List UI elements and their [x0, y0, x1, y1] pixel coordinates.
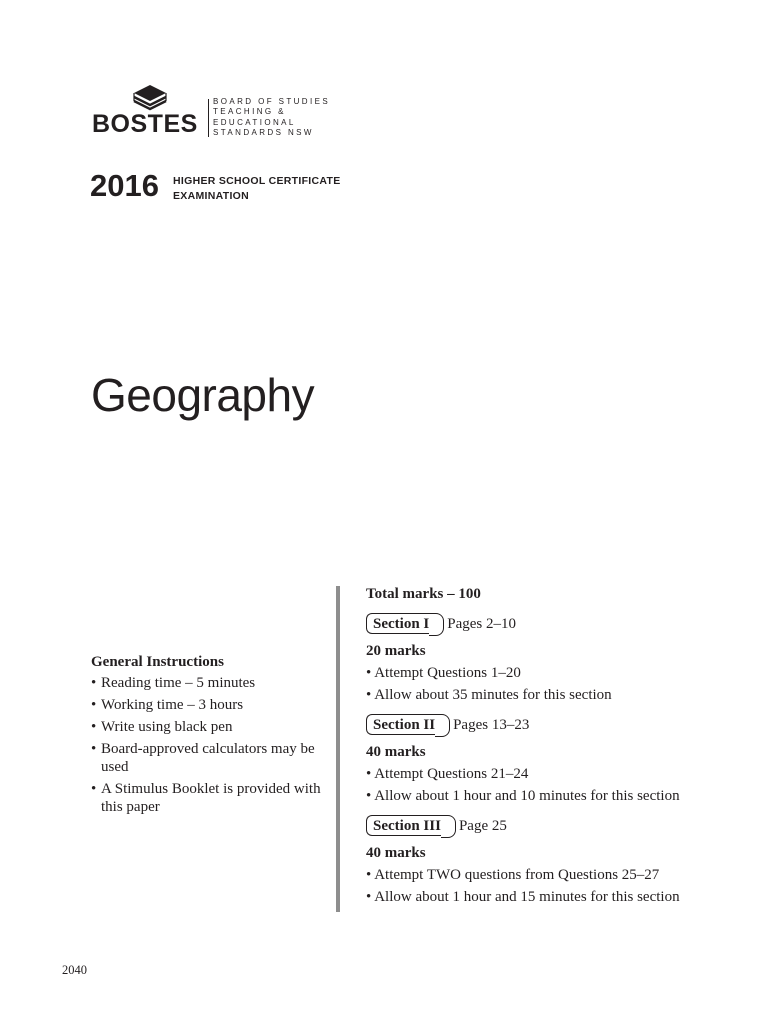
section-bullets [366, 763, 726, 807]
section-label: Section II [373, 717, 436, 733]
section-bullet: • Allow about 1 hour and 15 minutes for this section [366, 889, 680, 905]
section-bullet: • Attempt Questions 1–20 [366, 665, 521, 681]
section-marks: 40 marks [366, 744, 426, 760]
logo-wordmark: BOSTES [92, 110, 198, 138]
section-bullet: • Allow about 35 minutes for this section [366, 687, 612, 703]
subject-title: Geography [91, 369, 315, 421]
page-code: 2040 [62, 963, 87, 977]
section-bullet-text: Attempt Questions 1–20 [374, 665, 521, 681]
section-bullet: • Allow about 1 hour and 10 minutes for this section [366, 788, 680, 804]
section-bullets [366, 662, 726, 706]
exam-year: 2016 [90, 168, 159, 203]
section-bullet-text: Attempt Questions 21–24 [374, 766, 529, 782]
general-instructions-list [91, 674, 321, 816]
logo-divider [208, 99, 209, 137]
section-tab [366, 815, 447, 836]
exam-title [173, 174, 341, 204]
section-tab [366, 613, 435, 634]
section-1 [366, 613, 726, 706]
vertical-divider [336, 586, 340, 912]
instruction-item: • Working time – 3 hours [91, 696, 321, 714]
general-instructions-heading: General Instructions [91, 654, 224, 670]
section-bullets [366, 864, 726, 908]
section-marks: 40 marks [366, 845, 426, 861]
section-pages: Pages 2–10 [447, 615, 516, 632]
section-marks: 20 marks [366, 643, 426, 659]
section-header [366, 714, 726, 735]
section-header [366, 613, 726, 634]
section-bullet-text: Allow about 1 hour and 10 minutes for this section [374, 788, 680, 804]
total-marks: Total marks – 100 [366, 586, 481, 602]
logo-tagline-line: BOARD OF STUDIES [213, 97, 331, 106]
instruction-item: • A Stimulus Booklet is provided with this paper [91, 780, 321, 816]
logo-tagline-line: TEACHING & [213, 107, 286, 117]
section-pages: Pages 13–23 [453, 716, 530, 733]
logo-tagline-line: STANDARDS NSW [213, 127, 314, 137]
section-3 [366, 815, 726, 908]
section-label: Section I [373, 616, 430, 632]
section-bullet: • Attempt TWO questions from Questions 25–27 [366, 867, 660, 883]
stacked-books-icon [132, 82, 168, 112]
instruction-item: • Write using black pen [91, 718, 321, 736]
section-bullet-text: Allow about 1 hour and 15 minutes for this section [374, 889, 680, 905]
section-label: Section III [373, 818, 441, 834]
section-2 [366, 714, 726, 807]
section-bullet-text: Allow about 35 minutes for this section [374, 687, 612, 703]
instruction-item: • Reading time – 5 minutes [91, 674, 321, 692]
bostes-logo [92, 82, 352, 142]
section-pages: Page 25 [458, 817, 507, 834]
logo-tagline [213, 97, 330, 138]
exam-title-line: EXAMINATION [173, 190, 250, 202]
section-tab [366, 714, 441, 735]
exam-title-line: HIGHER SCHOOL CERTIFICATE [173, 175, 341, 187]
section-header [366, 815, 726, 836]
instruction-item: • Board-approved calculators may be used [91, 740, 321, 776]
section-bullet: • Attempt Questions 21–24 [366, 766, 529, 782]
section-bullet-text: Attempt TWO questions from Questions 25–27 [374, 867, 660, 883]
general-instructions [91, 653, 321, 820]
logo-tagline-line: EDUCATIONAL [213, 117, 296, 127]
sections-summary [366, 583, 726, 916]
